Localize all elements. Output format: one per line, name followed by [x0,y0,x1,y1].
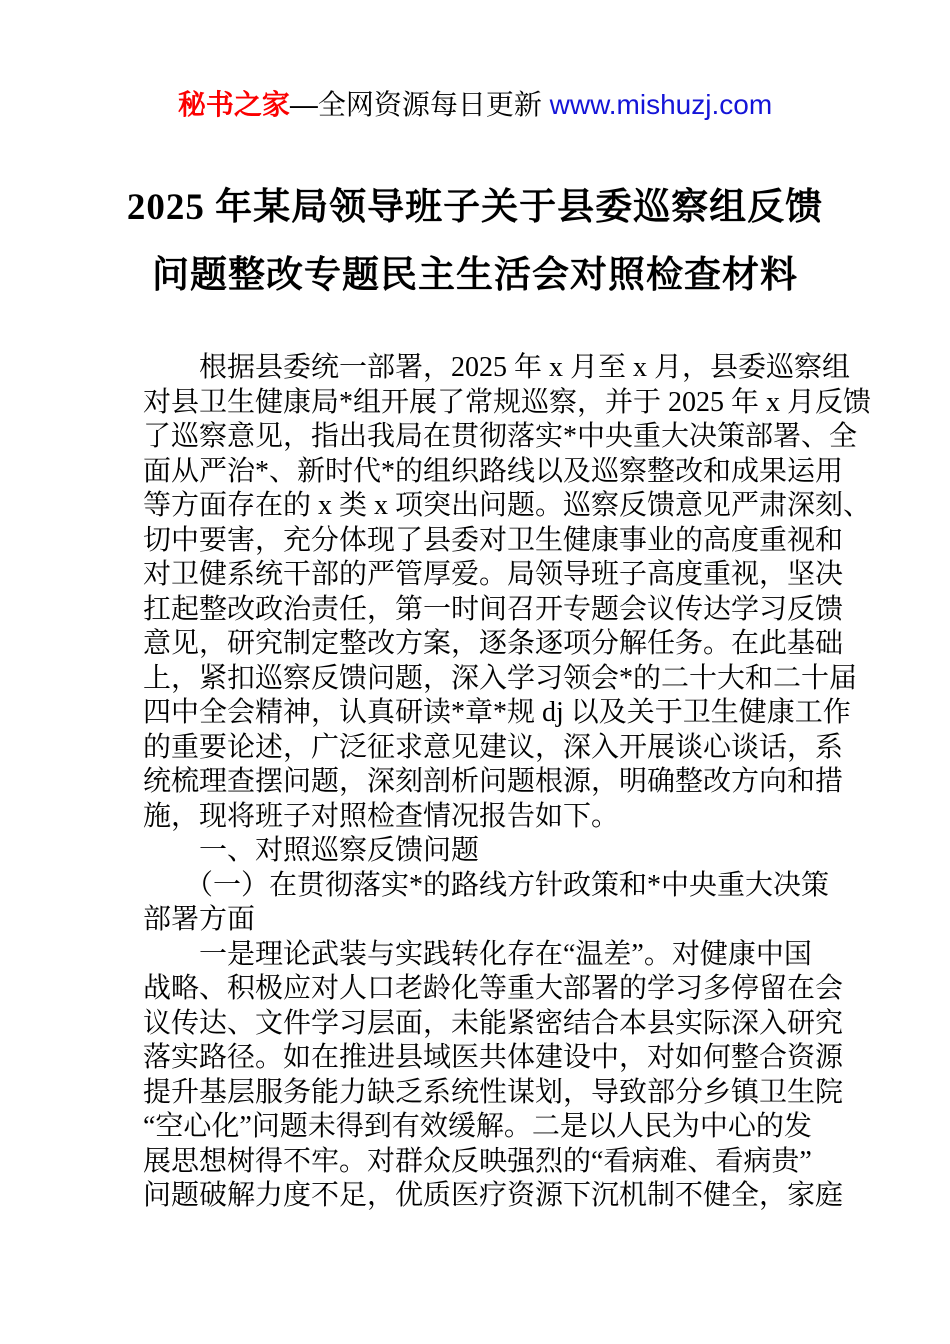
body-line: “空心化”问题未得到有效缓解。二是以人民为中心的发 [143,1111,812,1142]
body-line: 根据县委统一部署，2025 年 x 月至 x 月，县委巡察组 [143,352,851,383]
body-line: 切中要害，充分体现了县委对卫生健康事业的高度重视和 [143,524,844,556]
body-line: 等方面存在的 x 类 x 项突出问题。巡察反馈意见严肃深刻、 [143,490,872,521]
body-line: 对县卫生健康局*组开展了常规巡察，并于 2025 年 x 月反馈 [143,386,872,418]
body-line: 战略、积极应对人口老龄化等重大部署的学习多停留在会 [143,973,844,1004]
body-line: 提升基层服务能力缺乏系统性谋划，导致部分乡镇卫生院 [143,1076,844,1108]
site-tagline: —全网资源每日更新 [289,89,550,120]
body-line: 议传达、文件学习层面，未能紧密结合本县实际深入研究 [143,1007,844,1039]
document-title-line-1: 2025 年某局领导班子关于县委巡察组反馈 [126,187,824,228]
document-title [0,174,950,310]
body-line: 问题破解力度不足，优质医疗资源下沉机制不健全，家庭 [143,1180,844,1211]
body-line: 的重要论述，广泛征求意见建议，深入开展谈心谈话，系 [143,731,844,763]
body-line: 了巡察意见，指出我局在贯彻落实*中央重大决策部署、全 [143,421,858,452]
body-line: 一是理论武装与实践转化存在“温差”。对健康中国 [143,938,812,970]
document-body [143,351,872,1214]
site-header [0,86,950,124]
body-line: 四中全会精神，认真研读*章*规 dj 以及关于卫生健康工作 [143,697,851,728]
body-line: （一）在贯彻落实*的路线方针政策和*中央重大决策 [143,869,830,901]
body-line: 落实路径。如在推进县域医共体建设中，对如何整合资源 [143,1042,844,1073]
body-line: 部署方面 [143,904,256,935]
body-line: 统梳理查摆问题，深刻剖析问题根源，明确整改方向和措 [143,766,844,797]
site-url-link[interactable]: www.mishuzj.com [549,89,773,120]
body-line: 意见，研究制定整改方案，逐条逐项分解任务。在此基础 [143,628,844,659]
body-line: 面从严治*、新时代*的组织路线以及巡察整改和成果运用 [143,455,844,487]
body-line: 一、对照巡察反馈问题 [143,835,480,866]
document-title-line-2: 问题整改专题民主生活会对照检查材料 [152,255,798,296]
body-line: 上，紧扣巡察反馈问题，深入学习领会*的二十大和二十届 [143,662,858,694]
body-line: 对卫健系统干部的严管厚爱。局领导班子高度重视，坚决 [143,559,844,590]
site-brand: 秘书之家 [177,89,290,120]
body-line: 扛起整改政治责任，第一时间召开专题会议传达学习反馈 [143,593,844,625]
body-line: 施，现将班子对照检查情况报告如下。 [143,800,620,832]
body-line: 展思想树得不牢。对群众反映强烈的“看病难、看病贵” [143,1145,812,1177]
